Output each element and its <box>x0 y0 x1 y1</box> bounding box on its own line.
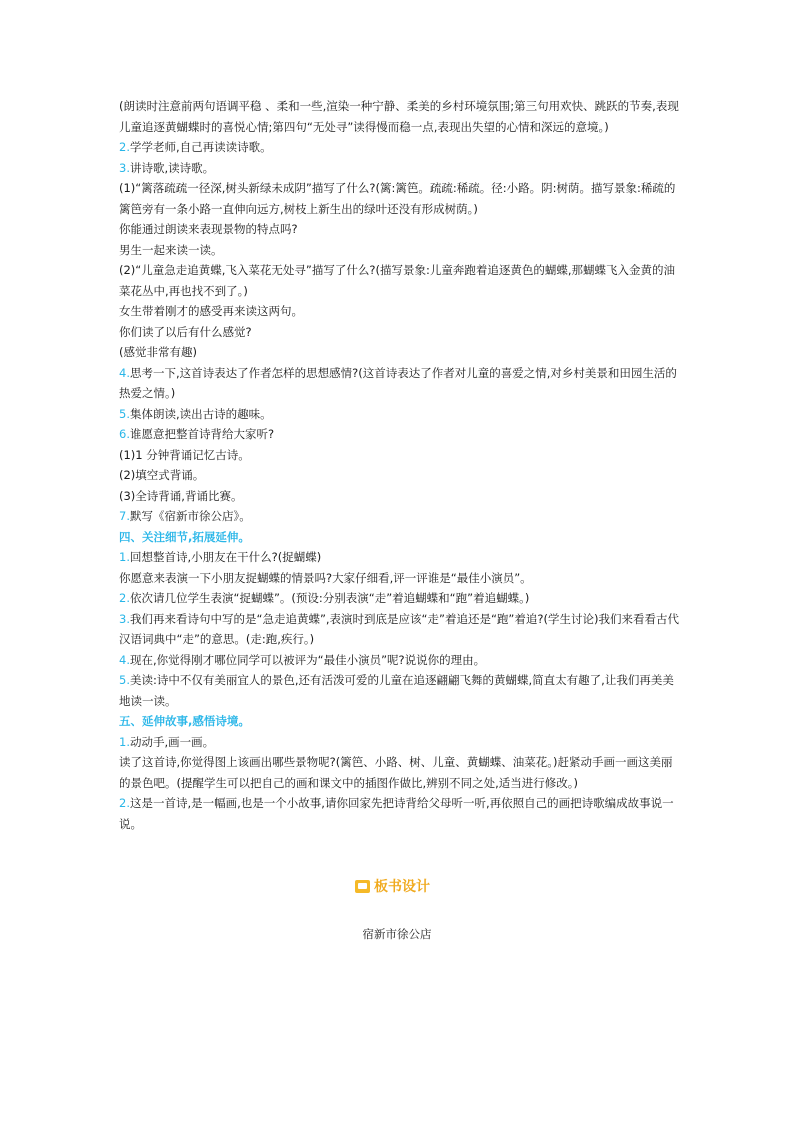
numbered-paragraph <box>119 588 679 609</box>
numbered-paragraph <box>119 424 679 445</box>
paragraph-text: (3)全诗背诵,背诵比赛。 <box>119 488 243 503</box>
paragraph <box>119 240 679 261</box>
numbered-paragraph <box>119 547 679 568</box>
numbered-paragraph <box>119 670 679 711</box>
paragraph-text: 思考一下,这首诗表达了作者怎样的思想感情?(这首诗表达了作者对儿童的喜爱之情,对乡村美景和田园生活的热爱之情。) <box>119 365 677 400</box>
paragraph-text: 现在,你觉得刚才哪位同学可以被评为“最佳小演员”呢?说说你的理由。 <box>129 652 486 667</box>
paragraph <box>119 301 679 322</box>
item-number: 3. <box>119 611 130 626</box>
section-heading: 四、关注细节,拓展延伸。 <box>119 529 250 544</box>
paragraph-text: 读了这首诗,你觉得图上该画出哪些景物呢?(篱笆、小路、树、儿童、黄蝴蝶、油菜花。)赶紧动手画一画这美丽的景色吧。(提醒学生可以把自己的画和课文中的插图作做比,辨别不同之处,适当进行修改。) <box>119 755 673 790</box>
item-number: 1. <box>119 550 130 564</box>
paragraph-text: 集体朗读,读出古诗的趣味。 <box>129 406 272 421</box>
paragraph-text: 学学老师,自己再读读诗歌。 <box>129 140 272 154</box>
paragraph-text: 动动手,画一画。 <box>129 734 215 749</box>
paragraph <box>119 178 679 219</box>
paragraph-text: (1)1 分钟背诵记忆古诗。 <box>119 447 250 462</box>
item-number: 1. <box>119 734 130 749</box>
numbered-paragraph <box>119 363 679 404</box>
paragraph <box>119 486 679 507</box>
item-number: 2. <box>119 796 130 810</box>
lesson-body <box>119 96 679 834</box>
numbered-paragraph <box>119 137 679 158</box>
paragraph-text: 这是一首诗,是一幅画,也是一个小故事,请你回家先把诗背给父母听一听,再依照自己的画把诗歌编成故事说一说。 <box>119 796 674 831</box>
paragraph-text: (2)“儿童急走追黄蝶,飞入菜花无处寻”描写了什么?(描写景象:儿童奔跑着追逐黄色的蝴蝶,那蝴蝶飞入金黄的油菜花丛中,再也找不到了。) <box>119 263 675 298</box>
numbered-paragraph <box>119 506 679 527</box>
poem-title: 宿新市徐公店 <box>362 927 432 941</box>
item-number: 5. <box>119 673 130 687</box>
item-number: 3. <box>119 160 130 175</box>
paragraph-text: 你能通过朗读来表现景物的特点吗? <box>119 222 298 236</box>
paragraph <box>119 445 679 466</box>
paragraph <box>119 465 679 486</box>
paragraph-text: 女生带着刚才的感受再来读这两句。 <box>119 304 303 318</box>
paragraph-text: (1)“篱落疏疏一径深,树头新绿未成阴”描写了什么?(篱:篱笆。疏疏:稀疏。径:小路。阴:树荫。描写景象:稀疏的篱笆旁有一条小路一直伸向远方,树枝上新生出的绿叶还没有形成树荫。) <box>119 181 676 216</box>
board-design-label: 板书设计 <box>374 879 430 895</box>
paragraph-text: 谁愿意把整首诗背给大家听? <box>129 427 275 441</box>
numbered-paragraph <box>119 650 679 671</box>
board-design-heading <box>355 876 430 896</box>
paragraph-text: 美读:诗中不仅有美丽宜人的景色,还有活泼可爱的儿童在追逐翩翩飞舞的黄蝴蝶,简直太有趣了,让我们再美美地读一读。 <box>119 673 674 708</box>
section-heading: 五、延伸故事,感悟诗境。 <box>119 714 250 728</box>
numbered-paragraph <box>119 158 679 179</box>
paragraph <box>119 96 679 137</box>
paragraph-text: 依次请几位学生表演“捉蝴蝶”。(预设:分别表演“走”着追蝴蝶和“跑”着追蝴蝶。) <box>129 591 530 605</box>
paragraph-text: (朗读时注意前两句语调平稳 、柔和一些,渲染一种宁静、柔美的乡村环境氛围;第三句用欢快、跳跃的节奏,表现儿童追逐黄蝴蝶时的喜悦心情;第四句“无处寻”读得慢而稳一点,表现出失望的心情和深远的意境。) <box>119 99 679 134</box>
numbered-paragraph <box>119 732 679 753</box>
paragraph-text: 默写《宿新市徐公店》。 <box>129 509 251 523</box>
paragraph <box>119 260 679 301</box>
item-number: 5. <box>119 406 130 421</box>
board-icon <box>355 880 370 893</box>
item-number: 2. <box>119 591 130 605</box>
paragraph <box>119 219 679 240</box>
paragraph <box>119 322 679 343</box>
paragraph-text: 回想整首诗,小朋友在干什么?(捉蝴蝶) <box>129 550 322 564</box>
item-number: 7. <box>119 509 130 523</box>
paragraph <box>119 568 679 589</box>
paragraph <box>119 342 679 363</box>
numbered-paragraph <box>119 404 679 425</box>
paragraph <box>119 752 679 793</box>
numbered-paragraph <box>119 793 679 834</box>
item-number: 2. <box>119 140 130 154</box>
item-number: 4. <box>119 652 130 667</box>
paragraph-text: 讲诗歌,读诗歌。 <box>129 160 215 175</box>
paragraph-text: (2)填空式背诵。 <box>119 468 205 482</box>
paragraph-text: (感觉非常有趣) <box>119 345 197 359</box>
item-number: 6. <box>119 427 130 441</box>
paragraph-text: 男生一起来读一读。 <box>119 242 223 257</box>
numbered-paragraph <box>119 609 679 650</box>
paragraph-text: 你愿意来表演一下小朋友捉蝴蝶的情景吗?大家仔细看,评一评谁是“最佳小演员”。 <box>119 570 532 585</box>
item-number: 4. <box>119 365 130 380</box>
paragraph-text: 你们读了以后有什么感觉? <box>119 324 252 339</box>
paragraph-text: 我们再来看诗句中写的是“急走追黄蝶”,表演时到底是应该“走”着追还是“跑”着追?(学生讨论)我们来看看古代汉语词典中“走”的意思。(走:跑,疾行。) <box>119 611 679 646</box>
